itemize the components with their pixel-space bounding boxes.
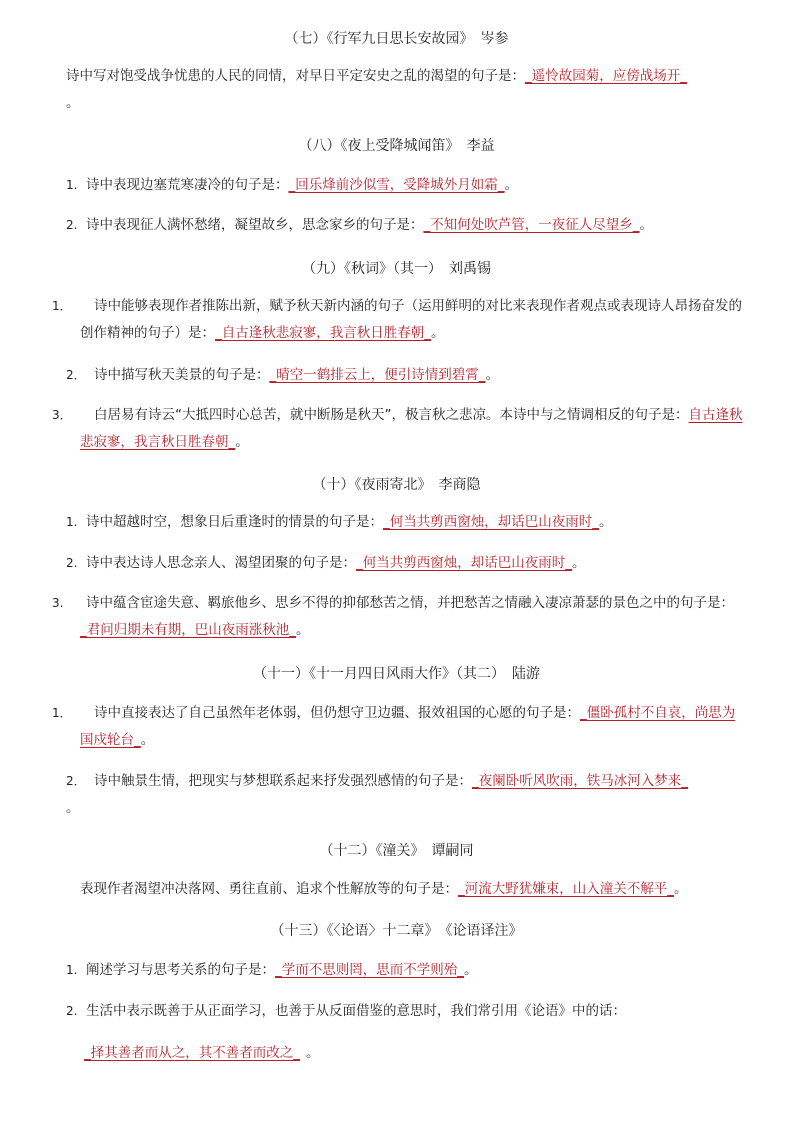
answer-text: _晴空一鹤排云上，便引诗情到碧霄_ [269, 367, 486, 383]
question-tail: 。 [235, 434, 249, 450]
question-11-2 [66, 768, 746, 822]
question-tail: 。 [485, 367, 499, 383]
question-number: 2． [66, 368, 86, 382]
question-number: 2. [66, 218, 78, 232]
question-number: 2. [66, 556, 78, 570]
answer-text: _君问归期未有期，巴山夜雨涨秋池_ [80, 622, 296, 638]
section-title-8: （八）《夜上受降城闻笛》 李益 [298, 138, 495, 154]
question-13-1 [66, 957, 756, 984]
question-11-1 [52, 700, 744, 754]
answer-text: _夜阑卧听风吹雨，铁马冰河入梦来_ [472, 773, 688, 789]
question-prompt: 诗中表现边塞荒寒凄冷的句子是： [86, 177, 289, 193]
answer-text: _河流大野犹嫌束，山入潼关不解平_ [458, 881, 674, 897]
question-prompt: 诗中描写秋天美景的句子是： [94, 367, 270, 383]
section-title-7: （七）《行军九日思长安故园》 岑参 [284, 31, 509, 47]
question-number: 1. [66, 963, 78, 977]
question-tail: 。 [296, 622, 310, 638]
answer-text: _何当共剪西窗烛，却话巴山夜雨时_ [356, 555, 572, 571]
question-number: 1. [66, 178, 78, 192]
section-title-11: （十一）《十一月四日风雨大作》（其二） 陆游 [253, 666, 540, 682]
section-title-13: （十三）《〈论语〉十二章》 《论语译注》 [270, 923, 523, 939]
question-prompt: 诗中触景生情，把现实与梦想联系起来抒发强烈感情的句子是： [94, 773, 472, 789]
answer-text: 自古逢秋悲寂寥，我言秋日胜春朝_ [80, 407, 743, 450]
question-prompt: 诗中表达诗人思念亲人、渴望团聚的句子是： [86, 555, 356, 571]
question-prompt: 诗中蕴含宦途失意、羁旅他乡、思乡不得的抑郁愁苦之情，并把愁苦之情融入凄凉萧瑟的景色之中的句子是： [86, 595, 734, 611]
question-number: 1. [66, 515, 78, 529]
answer-13-2 [84, 1040, 744, 1067]
question-tail: 。 [464, 962, 478, 978]
section-title-10: （十）《夜雨寄北》 李商隐 [312, 477, 481, 493]
answer-text: _择其善者而从之，其不善者而改之_ [84, 1045, 300, 1061]
question-10-1 [66, 509, 756, 536]
question-number: 2． [66, 774, 86, 788]
question-number: 1． [52, 706, 72, 720]
question-tail: 。 [572, 555, 586, 571]
section-title-12: （十二）《潼关》 谭嗣同 [319, 843, 474, 859]
question-tail: 。 [66, 800, 80, 816]
question-prompt: 阐述学习与思考关系的句子是： [86, 962, 275, 978]
question-number: 2. [66, 1004, 78, 1018]
question-prompt: 诗中直接表达了自己虽然年老体弱，但仍想守卫边疆、报效祖国的心愿的句子是： [94, 705, 580, 721]
question-tail: 。 [306, 1045, 320, 1061]
question-8-2 [66, 212, 766, 239]
answer-text: _僵卧孤村不自哀，尚思为国戍轮台_ [80, 705, 736, 748]
question-tail: 。 [66, 95, 80, 111]
question-10-3 [52, 590, 740, 644]
question-prompt: 诗中表现征人满怀愁绪，凝望故乡，思念家乡的句子是： [86, 217, 424, 233]
section-title-9: （九）《秋词》（其一） 刘禹锡 [302, 261, 491, 277]
answer-text: _自古逢秋悲寂寥，我言秋日胜春朝_ [215, 325, 431, 341]
question-tail: 。 [599, 514, 613, 530]
question-9-1 [52, 293, 748, 347]
question-9-2 [66, 362, 746, 389]
question-number: 1． [52, 299, 72, 313]
answer-text: _回乐烽前沙似雪，受降城外月如霜_ [288, 177, 505, 193]
question-prompt: 表现作者渴望冲决落网、勇往直前、追求个性解放等的句子是： [80, 881, 458, 897]
question-number: 3. [52, 596, 64, 610]
answer-text: _何当共剪西窗烛，却话巴山夜雨时_ [383, 514, 599, 530]
question-prompt: 诗中写对饱受战争忧患的人民的同情，对早日平定安史之乱的渴望的句子是： [66, 68, 525, 84]
question-8-1 [66, 172, 756, 199]
question-12-1 [80, 876, 770, 903]
question-9-3 [52, 402, 748, 456]
question-prompt: 白居易有诗云“大抵四时心总苦，就中断肠是秋天”，极言秋之悲凉。本诗中与之情调相反的句子是： [94, 407, 689, 423]
question-10-2 [66, 550, 756, 577]
question-tail: 。 [140, 732, 155, 748]
answer-text: _学而不思则罔，思而不学则殆_ [275, 962, 464, 978]
question-tail: 。 [674, 881, 688, 897]
question-tail: 。 [504, 177, 518, 193]
question-7-1 [66, 63, 746, 117]
question-tail: 。 [431, 325, 445, 341]
question-prompt: 诗中超越时空，想象日后重逢时的情景的句子是： [86, 514, 383, 530]
answer-text: _不知何处吹芦管，一夜征人尽望乡_ [423, 217, 640, 233]
question-tail: 。 [639, 217, 653, 233]
answer-text: _遥怜故园菊，应傍战场开_ [525, 68, 687, 84]
question-prompt: 生活中表示既善于从正面学习，也善于从反面借鉴的意思时，我们常引用《论语》中的话： [86, 1003, 626, 1019]
question-number: 3． [52, 408, 72, 422]
question-prompt: 诗中能够表现作者推陈出新，赋予秋天新内涵的句子（运用鲜明的对比来表现作者观点或表现诗人昂扬奋发的创作精神的句子）是： [80, 298, 742, 341]
question-13-2 [66, 998, 756, 1025]
